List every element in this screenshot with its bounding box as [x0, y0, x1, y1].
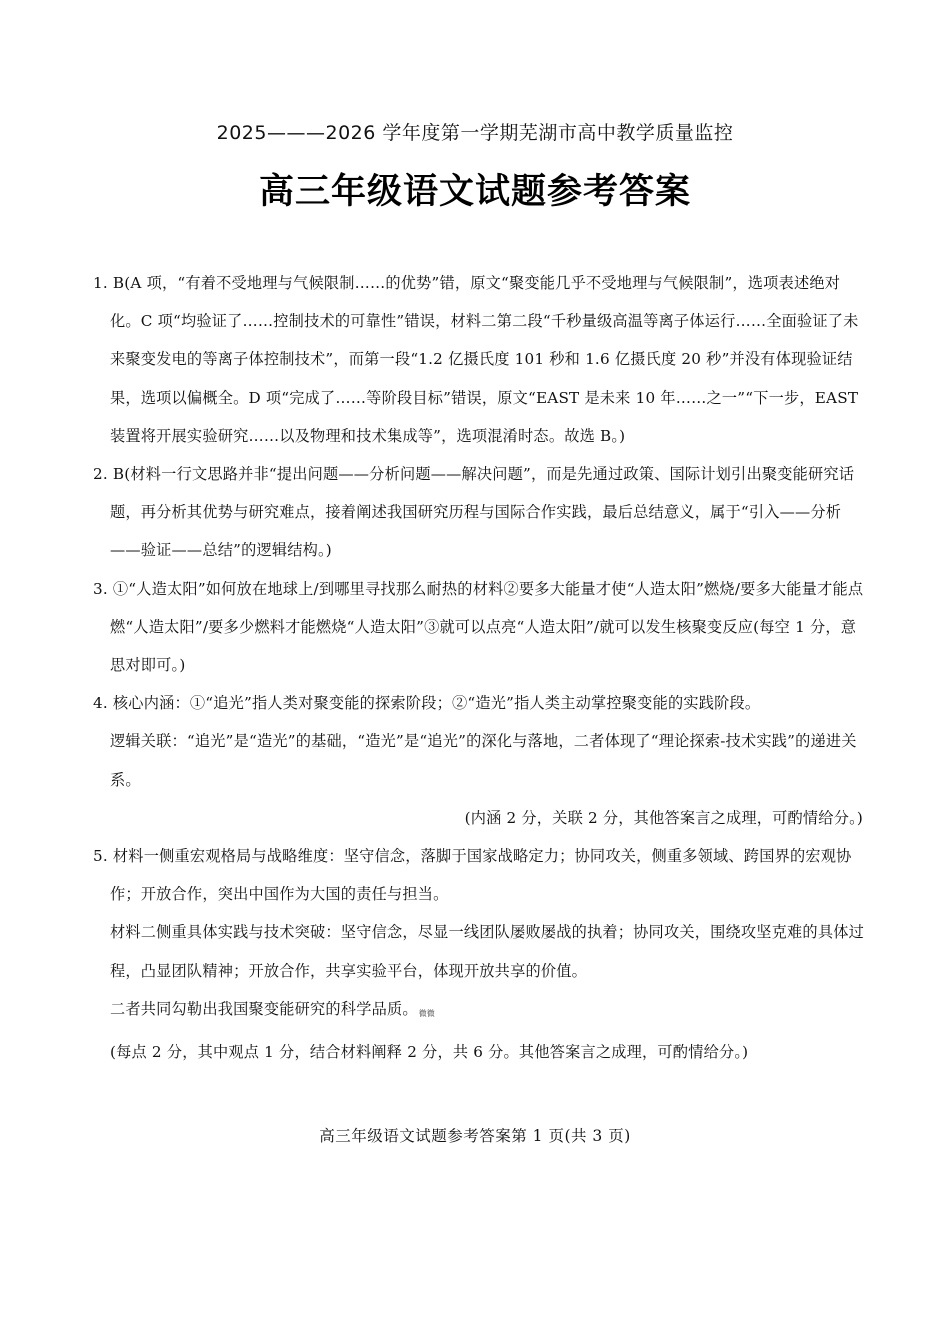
answer-q4-content: 4. 核心内涵：①“追光”指人类对聚变能的探索阶段；②“造光”指人类主动掌控聚变能的实践阶段。: [93, 694, 761, 713]
answer-q4-scoring: (内涵 2 分，关联 2 分，其他答案言之成理，可酌情给分。): [464, 808, 863, 827]
answer-q3: 3. ①“人造太阳”如何放在地球上/到哪里寻找那么耐热的材料②要多大能量才使“人造太阳”燃烧/要多大能量才能点燃“人造太阳”/要多少燃料才能燃烧“人造太阳”③就可以点亮“人造太阳”/就可以发生核聚变反应(每空 1 分，意思对即可。): [93, 579, 864, 675]
answer-q2: 2. B(材料一行文思路并非“提出问题——分析问题——解决问题”，而是先通过政策、国际计划引出聚变能研究话题，再分析其优势与研究难点，接着阐述我国研究历程与国际合作实践，最后总结意义，属于“引入——分析——验证——总结”的逻辑结构。): [93, 465, 855, 560]
page-footer: 高三年级语文试题参考答案第 1 页(共 3 页): [319, 1127, 631, 1145]
page-title: 高三年级语文试题参考答案: [258, 172, 691, 212]
answer-q5-scoring: (每点 2 分，其中观点 1 分，结合材料阐释 2 分，共 6 分。其他答案言之成理，可酌情给分。): [110, 1043, 749, 1062]
answer-q1: 1. B(A 项，“有着不受地理与气候限制……的优势”错，原文“聚变能几乎不受地理与气候限制”，选项表述绝对化。C 项“均验证了……控制技术的可靠性”错误，材料二第二段“千秒量级高温等离子体运行……全面验证了未来聚变发电的等离子体控制技术”，而第一段“1.2 亿摄氏度 101 秒和 1.6 亿摄氏度 20 秒”并没有体现验证结果，选项以偏概全。D 项“完成了……等阶段目标”错误，原文“EAST 是未来 10 年……之一”“下一步，EAST 装置将开展实验研究……以及物理和技术集成等”，选项混淆时态。故选 B。): [93, 274, 859, 445]
answer-q5-summary: [93, 990, 865, 1033]
watermark-mark: 微微: [418, 1008, 435, 1018]
exam-header: 2025———2026 学年度第一学期芜湖市高中教学质量监控: [216, 122, 734, 144]
answer-q5-summary-text: 二者共同勾勒出我国聚变能研究的科学品质。: [110, 999, 418, 1018]
answer-q5-material-one: 5. 材料一侧重宏观格局与战略维度：坚守信念，落脚于国家战略定力；协同攻关，侧重多领域、跨国界的宏观协作；开放合作，突出中国作为大国的责任与担当。: [93, 847, 852, 904]
answer-q5-material-two: 材料二侧重具体实践与技术突破：坚守信念，尽显一线团队屡败屡战的执着；协同攻关，围绕攻坚克难的具体过程，凸显团队精神；开放合作，共享实验平台，体现开放共享的价值。: [110, 923, 864, 980]
answer-q4-logic: 逻辑关联：“追光”是“造光”的基础，“造光”是“追光”的深化与落地，二者体现了“理论探索-技术实践”的递进关系。: [110, 732, 857, 789]
answer-content: [93, 264, 865, 1071]
